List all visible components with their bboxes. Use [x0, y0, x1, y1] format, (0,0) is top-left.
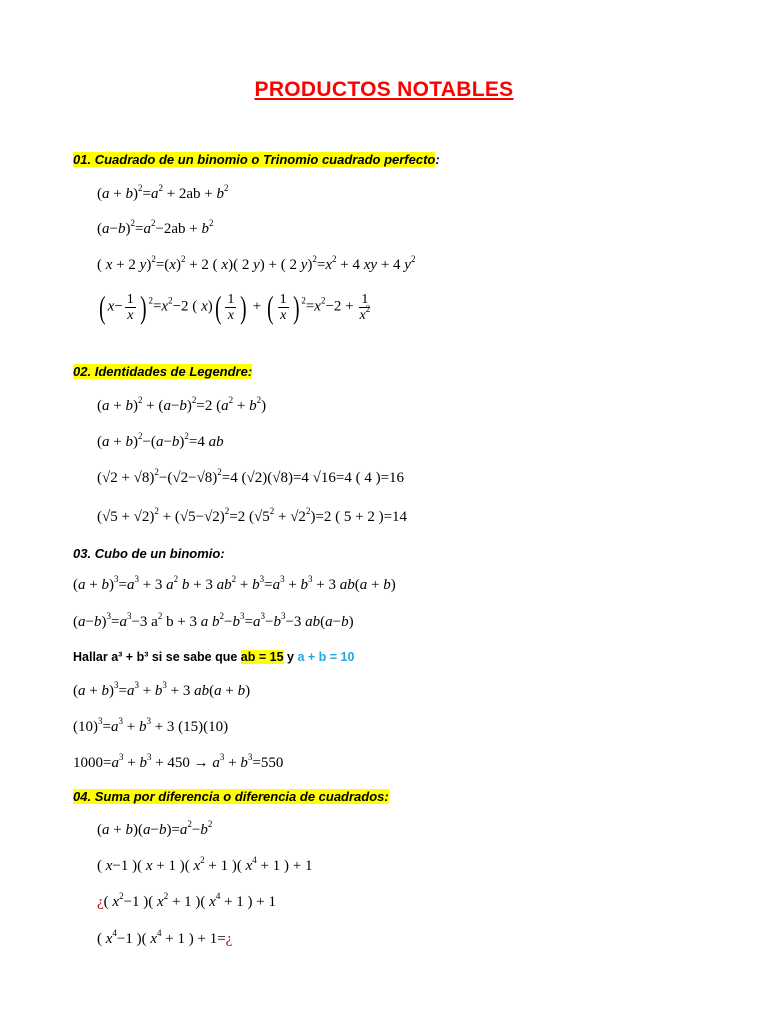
given-ab: ab = 15 — [240, 650, 284, 664]
given-sum: a + b = 10 — [297, 650, 355, 664]
section-number: 04. — [73, 789, 92, 804]
equation: ( $x^4-1$ )( $x^4 + 1$ ) + 1=¿ — [97, 928, 233, 947]
equation: $(a + b)^3=a^3 + b^3 + 3$ ab(a + b) — [73, 680, 251, 699]
section-number: 01. — [73, 152, 92, 167]
section-number: 03. — [73, 546, 92, 561]
section-number: 02. — [73, 364, 92, 379]
equation: ¿( $x^2-1$ )( $x^2 + 1$ )( $x^4 + 1$ ) + 1 — [97, 891, 277, 910]
section-label: Identidades de Legendre: — [94, 364, 253, 379]
equation: $(a + b)^2-(a-b)^2=4$ ab — [97, 431, 224, 450]
section-heading-02 — [73, 364, 252, 379]
equation: $(a + b)^2 + (a-b)^2=2$ $(a^2 + b^2)$ — [97, 395, 267, 414]
section-label: Cubo de un binomio: — [94, 546, 225, 561]
equation: ( x + 2 $y)^2=(x)^2 + 2$ ( x)( 2 y) + ( 2 $y)^2=x^2 + 4$ xy + 4 $y^2$ — [97, 254, 416, 273]
equation: $(a + b)^2=a^2 + 2ab + b^2$ — [97, 183, 229, 202]
page-title: PRODUCTOS NOTABLES — [254, 78, 514, 101]
equation: ( x− $\frac{1}{x}$ ) $^2=x^2-2$ ( x)( $\frac{1}{x}$ ) + ( $\frac{1}{x}$ ) $^2=x^2-2$ + $\frac{1}{x^2}$ — [99, 289, 371, 325]
section-heading-04 — [73, 789, 389, 804]
equation: $(a + b)(a-b)=a^2-b^2$ — [97, 819, 213, 838]
equation: $(a + b)^3=a^3 + 3$ $a^2$ b + 3 $ab^2 + b^3=a^3 + b^3 + 3$ ab(a + b) — [73, 574, 396, 593]
section-label: Suma por diferencia o diferencia de cuadrados: — [94, 789, 389, 804]
section-label: Cuadrado de un binomio o Trinomio cuadrado perfecto — [94, 152, 436, 167]
problem-statement: Hallar a³ + b³ si se sabe que ab = 15 y a + b = 10 — [73, 650, 355, 664]
equation: $(10)^3=a^3 + b^3 + 3$ (15)(10) — [73, 716, 229, 735]
equation: $(√5 + √2)^2 + (√5-√2)^2=2$ $(√5^2 + √2^2)=2$ ( 5 + 2 )=14 — [97, 506, 408, 525]
equation: $(a-b)^3=a^3-3$ $a^2$ b + 3 a $b^2-b^3=a^3-b^3-3$ ab(a−b) — [73, 611, 354, 630]
equation: $1000=a^3 + b^3 + 450 \to a^3 + b^3=550$ — [73, 752, 284, 771]
equation: $(√2 + √8)^2-(√2-√8)^2=4$ (√2)(√8)=4 √16=4 ( 4 )=16 — [97, 467, 405, 486]
section-heading-03 — [73, 546, 225, 561]
section-heading-01: 01. Cuadrado de un binomio o Trinomio cuadrado perfecto: — [73, 152, 440, 167]
equation: ( x−1 )( x + 1 )( $x^2 + 1$ )( $x^4 + 1$ ) + 1 — [97, 855, 313, 874]
equation: $(a-b)^2=a^2-2ab + b^2$ — [97, 218, 214, 237]
